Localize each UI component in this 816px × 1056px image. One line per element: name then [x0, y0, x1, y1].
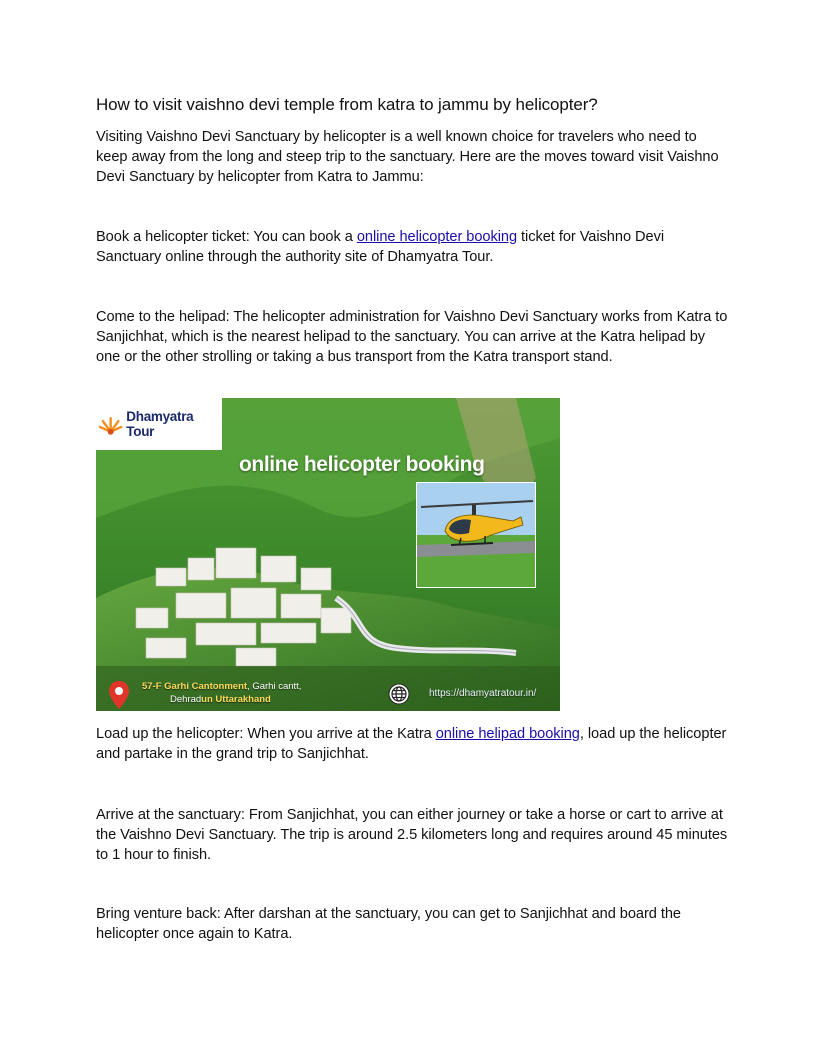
come-helipad-text: The helicopter administration for Vaishno Devi Sanctuary works from Katra to Sanjichhat, which is the nearest helipad to the sanctuary. You can arrive at the Katra helipad by one or the other strolling or taking a bus transport from the Katra transport stand. [96, 309, 728, 365]
helicopter-photo [416, 482, 536, 588]
address-line1-rest: , Garhi cantt, [247, 681, 302, 692]
address-line2-bold: un Uttarakhand [201, 694, 271, 705]
banner-address [142, 680, 301, 706]
arrive-sanctuary-paragraph [96, 806, 728, 865]
load-helicopter-text-before: : When you arrive at the Katra [239, 726, 436, 742]
banner-title: online helicopter booking [239, 453, 485, 476]
address-line2-a: Dehrad [170, 694, 202, 705]
come-helipad-paragraph [96, 308, 728, 367]
book-ticket-text-after: ticket for Vaishno Devi Sanctuary online through the authority site of Dhamyatra Tour. [96, 229, 665, 265]
load-helicopter-paragraph [96, 725, 728, 765]
online-helicopter-booking-link[interactable]: online helicopter booking [356, 229, 518, 245]
location-pin-icon [108, 680, 130, 710]
book-ticket-paragraph [96, 228, 728, 268]
book-ticket-text-before: : You can book a [245, 229, 357, 245]
load-helicopter-lead: Load up the helicopter [96, 726, 240, 742]
arrive-sanctuary-lead: Arrive at the sanctuary: [96, 807, 245, 823]
logo-sunburst-icon [98, 412, 123, 436]
book-ticket-lead: Book a helicopter ticket [96, 229, 246, 245]
arrive-sanctuary-text: From Sanjichhat, you can either journey or take a horse or cart to arrive at the Vaishno Devi Sanctuary. The trip is around 2.5 kilometers long and requires around 45 minutes to 1 hour to finish. [96, 807, 728, 863]
banner-url: https://dhamyatratour.in/ [429, 688, 537, 699]
address-line1-bold: 57-F Garhi Cantonment [142, 681, 248, 692]
logo-text: Dhamyatra Tour [126, 409, 194, 439]
bring-back-text: After darshan at the sanctuary, you can get to Sanjichhat and board the helicopter once again to Katra. [96, 906, 681, 942]
come-helipad-lead: Come to the helipad: [96, 309, 230, 325]
dhamyatra-logo [96, 398, 222, 450]
bring-back-paragraph [96, 905, 728, 945]
online-helipad-booking-link[interactable]: online helipad booking [435, 726, 580, 742]
intro-paragraph: Visiting Vaishno Devi Sanctuary by helicopter is a well known choice for travelers who need to keep away from the long and steep trip to the sanctuary. Here are the moves toward visit Vaishno Devi Sanctuary by helicopter from Katra to Jammu: [96, 129, 719, 185]
page-title: How to visit vaishno devi temple from katra to jammu by helicopter? [96, 95, 598, 114]
load-helicopter-text-after: , load up the helicopter and partake in the grand trip to Sanjichhat. [96, 726, 727, 762]
promo-banner-image [96, 398, 560, 711]
bring-back-lead: Bring venture back: [96, 906, 221, 922]
helicopter-illustration [417, 483, 535, 587]
globe-icon [388, 683, 410, 705]
